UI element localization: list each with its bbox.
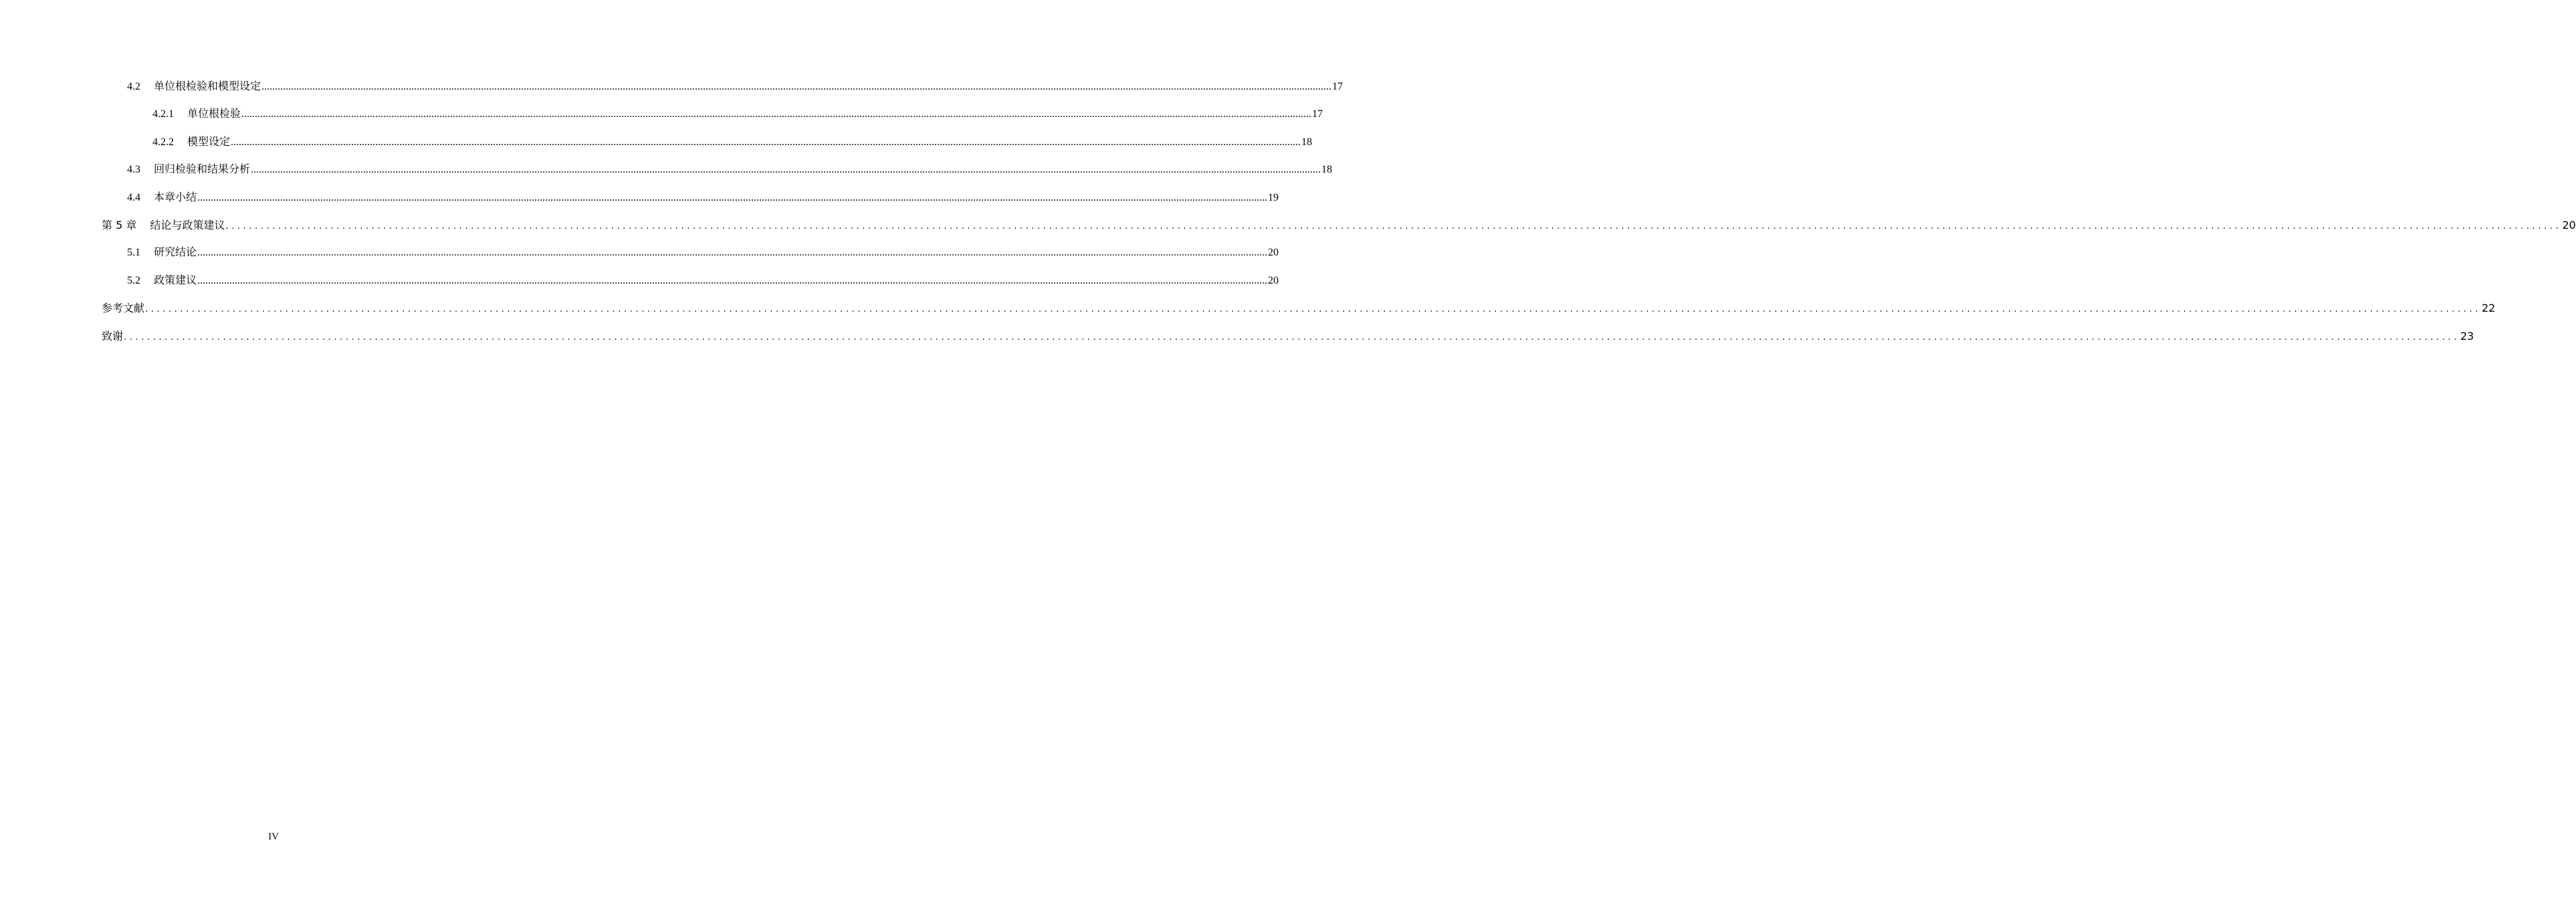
toc-dot-leader: ................................................................................................................................................................................................................................................................................................................................................................................................................ — [241, 108, 1312, 120]
table-of-contents — [102, 78, 2576, 355]
toc-entry-page: 20 — [1268, 274, 1279, 286]
toc-entry-page: 17 — [1312, 108, 1323, 120]
toc-entry[interactable] — [102, 161, 1333, 188]
toc-entry-number: 4.2.2 — [152, 136, 174, 148]
toc-entry[interactable] — [102, 243, 1279, 271]
toc-entry-title: 结论与政策建议 — [150, 218, 225, 231]
page-number-footer: IV — [268, 831, 279, 842]
toc-entry-title: 回归检验和结果分析 — [154, 164, 251, 176]
toc-entry-page: 20 — [2562, 218, 2576, 231]
toc-entry-title: 模型设定 — [187, 136, 231, 148]
toc-entry-chapter[interactable] — [102, 327, 2474, 355]
toc-entry-chapter[interactable] — [102, 299, 2496, 326]
toc-dot-leader: ................................................................................................................................................................................................................................................................................................................................................................................................................ — [231, 136, 1301, 148]
toc-entry-number: 4.4 — [127, 191, 140, 203]
toc-entry-number: 5.1 — [127, 247, 140, 259]
toc-entry-number: 4.2 — [127, 81, 140, 92]
toc-entry-number: 第 5 章 — [102, 218, 137, 231]
toc-entry-chapter[interactable] — [102, 216, 2576, 243]
toc-entry-page: 17 — [1332, 81, 1344, 92]
toc-entry-title: 研究结论 — [154, 247, 197, 259]
toc-entry-page: 23 — [2460, 329, 2474, 342]
toc-entry-title: 政策建议 — [154, 274, 197, 286]
toc-entry-number: 5.2 — [127, 274, 140, 286]
toc-entry-number: 4.3 — [127, 164, 140, 176]
toc-entry-page: 19 — [1268, 191, 1279, 203]
toc-entry[interactable] — [102, 105, 1323, 132]
toc-dot-leader: ................................................................................................................................................................................................................................................................................................................................................................................................................ — [197, 247, 1268, 259]
toc-dot-leader: ................................................................................................................................................................................................................................................................................................................................................................................................................ — [197, 191, 1268, 203]
toc-dot-leader: ................................................................................................................................................................................................................................................................................................................................................................................................................ — [197, 274, 1268, 286]
toc-entry-title: 参考文献 — [102, 302, 145, 315]
toc-entry-number: 4.2.1 — [152, 108, 174, 120]
toc-entry[interactable] — [102, 189, 1279, 216]
toc-entry-title: 单位根检验 — [187, 108, 241, 120]
toc-dot-leader: ................................................................................................................................................................................................................................................................................................................................................................................................................ — [145, 304, 2481, 315]
toc-entry[interactable] — [102, 78, 1344, 105]
toc-entry[interactable] — [102, 133, 1313, 161]
toc-dot-leader: ................................................................................................................................................................................................................................................................................................................................................................................................................ — [261, 81, 1332, 92]
toc-entry-page: 18 — [1301, 136, 1313, 148]
toc-entry-title: 本章小结 — [154, 191, 197, 203]
toc-dot-leader: ................................................................................................................................................................................................................................................................................................................................................................................................................ — [251, 164, 1321, 176]
toc-entry[interactable] — [102, 272, 1279, 299]
toc-dot-leader: ................................................................................................................................................................................................................................................................................................................................................................................................................ — [225, 221, 2562, 231]
toc-entry-page: 22 — [2481, 302, 2496, 315]
toc-entry-title: 单位根检验和模型设定 — [154, 81, 261, 92]
toc-entry-page: 18 — [1321, 164, 1333, 176]
toc-entry-page: 20 — [1268, 247, 1279, 259]
toc-entry-title: 致谢 — [102, 329, 124, 342]
toc-dot-leader: ................................................................................................................................................................................................................................................................................................................................................................................................................ — [124, 332, 2460, 342]
